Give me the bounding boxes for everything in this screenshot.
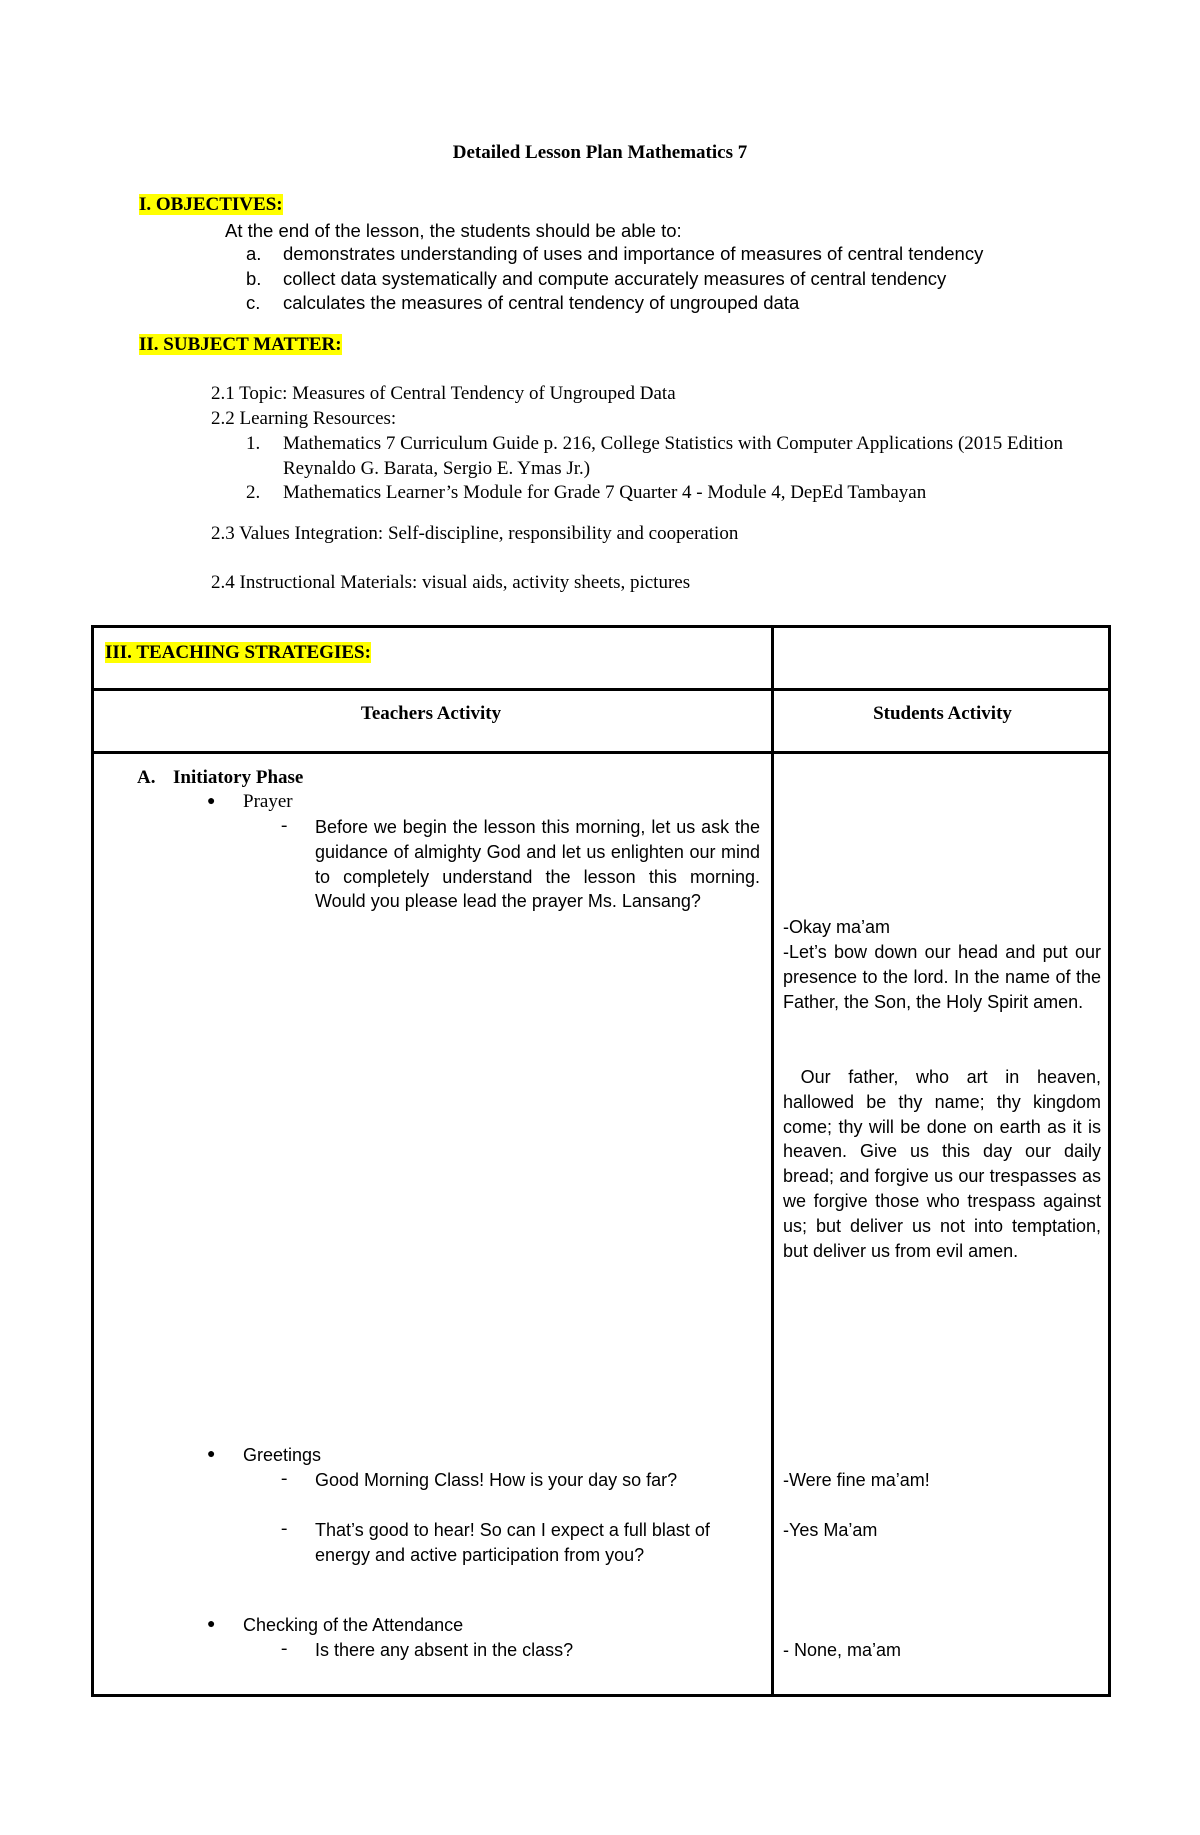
bullet-icon: ● <box>207 1447 216 1462</box>
objectives-intro: At the end of the lesson, the students should be able to: <box>225 220 682 241</box>
dash-icon: - <box>281 1518 288 1539</box>
resources-label: 2.2 Learning Resources: <box>211 408 397 429</box>
prayer-teacher-text: Before we begin the lesson this morning, let us ask the guidance of almighty God and let us enlighten our mind to completely understand the lesson this morning. Would you please lead the prayer Ms. Lansang? <box>315 817 760 912</box>
teacher-column-header: Teachers Activity <box>360 703 502 724</box>
dash-icon: - <box>281 1638 288 1659</box>
list-item: c. calculates the measures of central tendency of ungrouped data <box>246 292 800 313</box>
attendance-student-reply: - None, ma’am <box>783 1640 902 1660</box>
subject-matter-heading: II. SUBJECT MATTER: <box>139 334 342 355</box>
attendance-label: Checking of the Attendance <box>243 1615 464 1635</box>
column-divider <box>771 625 774 1697</box>
greetings-teacher-text-1: Good Morning Class! How is your day so far? <box>315 1470 678 1490</box>
teaching-strategies-table <box>91 625 1111 1697</box>
bullet-icon: ● <box>207 794 216 809</box>
values-line: 2.3 Values Integration: Self-discipline, responsibility and cooperation <box>211 523 739 544</box>
greetings-label: Greetings <box>243 1445 322 1465</box>
greetings-teacher-text-2: That’s good to hear! So can I expect a full blast of energy and active participation from you? <box>315 1520 710 1565</box>
phase-marker: A. <box>137 767 156 788</box>
dash-icon: - <box>281 815 288 836</box>
resources-list <box>246 432 1076 506</box>
students-column-header: Students Activity <box>873 703 1012 724</box>
teaching-strategies-heading: III. TEACHING STRATEGIES: <box>105 642 371 663</box>
row-divider <box>91 751 1111 754</box>
prayer-student-reply-2: -Let’s bow down our head and put our presence to the lord. In the name of the Father, the Son, the Holy Spirit amen. <box>783 942 1101 1012</box>
list-item: 2. Mathematics Learner’s Module for Grade 7 Quarter 4 - Module 4, DepEd Tambayan <box>246 482 927 503</box>
objectives-list <box>246 243 983 317</box>
phase-title: Initiatory Phase <box>173 767 304 788</box>
materials-line: 2.4 Instructional Materials: visual aids, activity sheets, pictures <box>211 572 691 593</box>
document-title: Detailed Lesson Plan Mathematics 7 <box>452 142 748 163</box>
dash-icon: - <box>281 1468 288 1489</box>
greetings-student-reply-1: -Were fine ma’am! <box>783 1470 930 1490</box>
list-item: b. collect data systematically and compute accurately measures of central tendency <box>246 267 947 289</box>
topic-line: 2.1 Topic: Measures of Central Tendency of Ungrouped Data <box>211 383 676 404</box>
bullet-icon: ● <box>207 1617 216 1632</box>
list-item: a. demonstrates understanding of uses and importance of measures of central tendency <box>246 243 984 264</box>
row-divider <box>91 688 1111 691</box>
objectives-heading: I. OBJECTIVES: <box>139 194 283 215</box>
prayer-label: Prayer <box>243 791 293 812</box>
greetings-student-reply-2: -Yes Ma’am <box>783 1520 878 1540</box>
prayer-student-reply-1: -Okay ma’am <box>783 917 891 937</box>
attendance-teacher-text: Is there any absent in the class? <box>315 1640 574 1660</box>
prayer-student-reply-3: Our father, who art in heaven, hallowed be thy name; thy kingdom come; thy will be done on earth as it is heaven. Give us this day our daily bread; and forgive us our trespasses as we forgive those who trespass against us; but deliver us not into temptation, but deliver us from evil amen. <box>783 1067 1107 1261</box>
list-item: 1. Mathematics 7 Curriculum Guide p. 216, College Statistics with Computer Applications (2015 Edition Reynaldo G. Barata, Sergio E. Ymas Jr.) <box>246 433 1063 479</box>
